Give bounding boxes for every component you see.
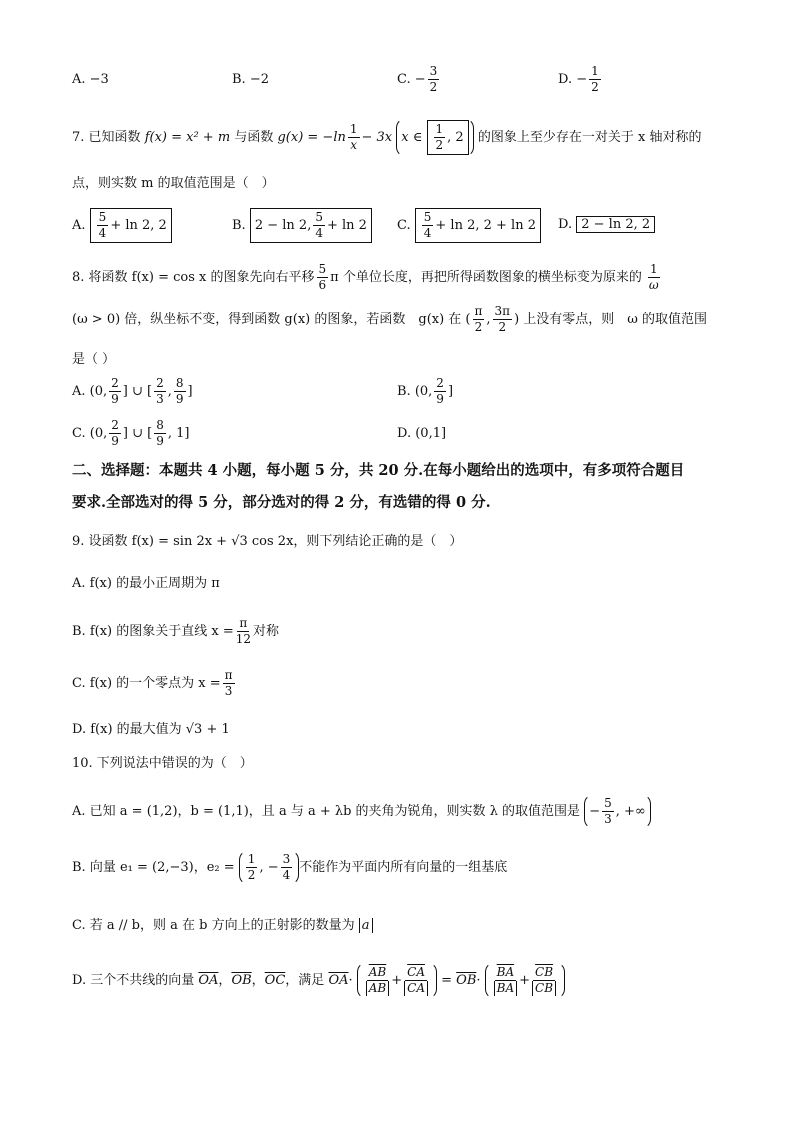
section2-heading-line1: 二、选择题：本题共 4 小题，每小题 5 分，共 20 分.在每小题给出的选项中，有多项符合题目 — [72, 462, 685, 479]
q9-option-c: C. f(x) 的一个零点为 x = $\frac{\pi}{3}$ — [72, 668, 233, 698]
q9-option-a: A. f(x) 的最小正周期为 π — [72, 576, 220, 591]
q6-option-c: C. − $\frac{3}{2}$ — [397, 64, 438, 94]
q9-option-b: B. f(x) 的图象关于直线 x = $\frac{\pi}{12}$ 对称 — [72, 616, 280, 646]
q7-option-b: B. 2 − ln 2, $\frac{5}{4}$ + ln 2 — [232, 208, 372, 243]
q6-option-a: A. −3 — [72, 72, 109, 87]
section2-heading-line2: 要求.全部选对的得 5 分，部分选对的得 2 分，有选错的得 0 分. — [72, 494, 491, 511]
q7-option-c: C. $\frac{5}{4}$ + ln 2, 2 + ln 2 — [397, 208, 541, 243]
q8-option-d: D. (0,1] — [397, 426, 447, 441]
q8-option-b: B. (0, $\frac{2}{9}$ ] — [397, 376, 454, 406]
q10-option-c: C. 若 a // b，则 a 在 b 方向上的正射影的数量为 a — [72, 914, 724, 933]
q8-stem-line3: 是（ ） — [72, 352, 116, 367]
q10-option-b: B. 向量 e₁ = (2,−3)，e₂ = $\frac{1}{2}$ , − $\frac{3}{4}$ 不能作为平面内所有向量的一组基底 — [72, 850, 724, 885]
q10-option-d: D. 三个不共线的向量 $\overline{OA}$，$\overline{OB}$，$\overline{OC}$，满足 $\overline{OA}\cdot$ $\frac{\overline{AB}}{AB}$ + $\frac{\overline{CA}}{CA}$ = $\overline{OB}\cdot$ $\frac{\overline{BA}}{BA}$ + $\frac{\overline{CB}}{CB}$ — [72, 962, 724, 999]
q6-option-b: B. −2 — [232, 72, 269, 87]
q10-stem: 10. 下列说法中错误的为（ ） — [72, 756, 253, 771]
q9-option-d: D. f(x) 的最大值为 √3 + 1 — [72, 722, 230, 737]
q7-option-d: D. 2 − ln 2, 2 — [558, 216, 655, 233]
q7-stem-line1: 7. 已知函数 f(x) = x² + m 与函数 g(x) = −ln $\frac{1}{x}$ − 3x x ∈ $\frac{1}{2}$ , 2 的图象上至少存在一对关于 x 轴对称的 — [72, 118, 724, 157]
q7-option-a: A. $\frac{5}{4}$ + ln 2, 2 — [72, 208, 172, 243]
q8-stem-line2: (ω > 0) 倍，纵坐标不变，得到函数 g(x) 的图象，若函数 g(x) 在 ( $\frac{\pi}{2}$ , $\frac{3\pi}{2}$ ) 上没有零点，则 ω 的取值范围 — [72, 304, 707, 334]
q8-option-a: A. (0, $\frac{2}{9}$ ] ∪ [ $\frac{2}{3}$ , $\frac{8}{9}$ ] — [72, 376, 193, 406]
q7-stem-line2: 点，则实数 m 的取值范围是（ ） — [72, 176, 275, 191]
q9-stem: 9. 设函数 f(x) = sin 2x + √3 cos 2x，则下列结论正确的是（ ） — [72, 534, 463, 549]
q8-option-c: C. (0, $\frac{2}{9}$ ] ∪ [ $\frac{8}{9}$ , 1] — [72, 418, 190, 448]
q8-stem-line1: 8. 将函数 f(x) = cos x 的图象先向右平移 $\frac{5}{6}$ π 个单位长度，再把所得函数图象的横坐标变为原来的 $\frac{1}{\omega}$ — [72, 262, 659, 292]
q10-option-a: A. 已知 a = (1,2)，b = (1,1)，且 a 与 a + λb 的夹角为锐角，则实数 λ 的取值范围是 − $\frac{5}{3}$ , +∞ — [72, 794, 724, 829]
q6-option-d: D. − $\frac{1}{2}$ — [558, 64, 599, 94]
